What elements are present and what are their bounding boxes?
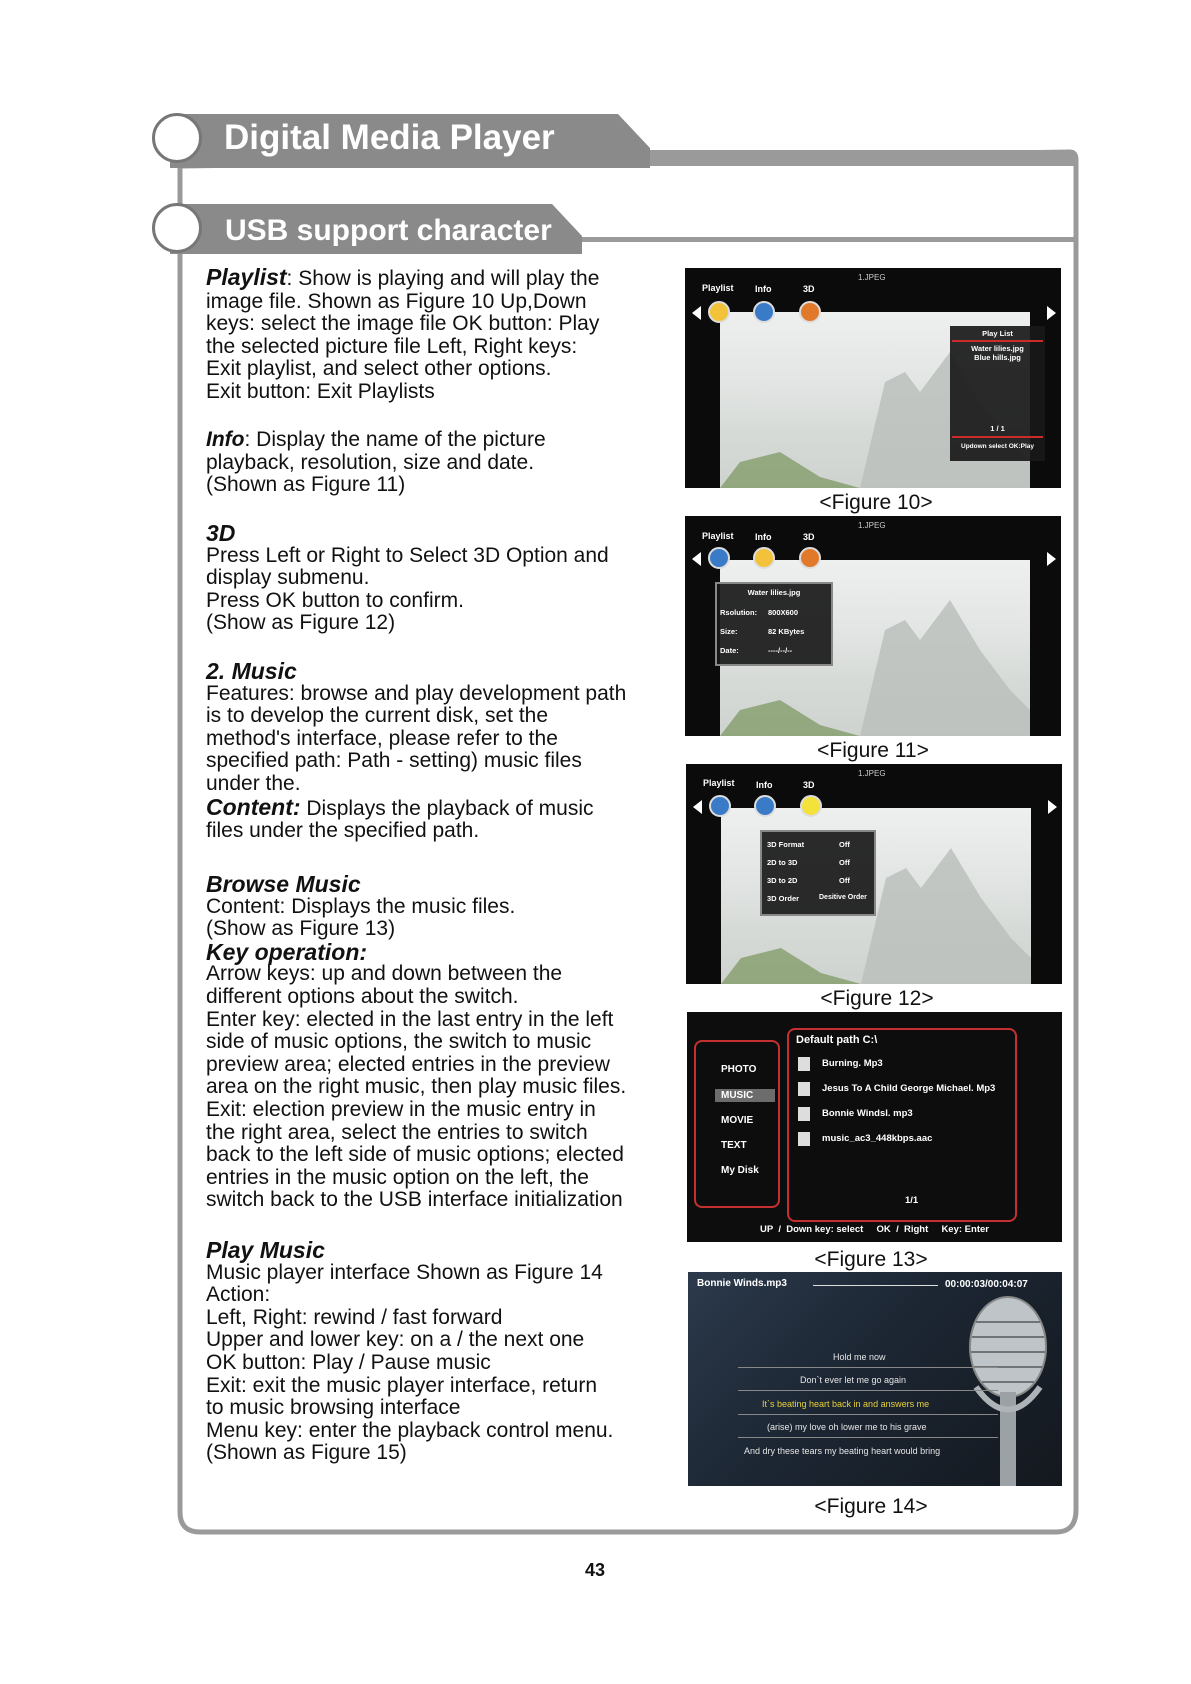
file-name: 1.JPEG xyxy=(858,521,886,530)
panel-title: Play List xyxy=(982,329,1013,338)
browse-section xyxy=(206,873,626,1212)
song-title: Bonnie Winds.mp3 xyxy=(697,1278,787,1289)
help-text: Updown select OK:Play xyxy=(961,443,1034,450)
info-row xyxy=(720,646,830,655)
text-line: Exit: election preview in the music entry in xyxy=(206,1097,596,1121)
info-section xyxy=(206,429,546,497)
info-panel xyxy=(715,582,833,666)
music-file-icon xyxy=(798,1107,810,1121)
info-value: ----/--/-- xyxy=(768,646,793,655)
file-name: 1.JPEG xyxy=(858,273,886,282)
lyric-line: And dry these tears my beating heart would bring xyxy=(744,1446,941,1456)
title-tab-circle xyxy=(152,113,202,163)
info-icon[interactable] xyxy=(753,547,775,569)
music-file-icon xyxy=(798,1082,810,1096)
3d-settings-panel xyxy=(760,830,876,916)
playlist-icon[interactable] xyxy=(709,795,731,817)
lyric-line: (arise) my love oh lower me to his grave xyxy=(767,1422,927,1432)
text-line: Press OK button to confirm. xyxy=(206,588,464,612)
lyric-line-current: It`s beating heart back in and answers me xyxy=(762,1399,930,1409)
playlist-section xyxy=(206,266,599,404)
setting-label: 3D Format xyxy=(767,840,805,849)
figure-11-caption: <Figure 11> xyxy=(817,739,929,762)
info-file-name: Water lilies.jpg xyxy=(747,588,801,597)
text-line: side of music options, the switch to music xyxy=(206,1030,592,1054)
setting-label: 2D to 3D xyxy=(767,858,798,867)
figure-10-screen xyxy=(685,268,1061,488)
play-heading: Play Music xyxy=(206,1237,325,1263)
playlist-icon[interactable] xyxy=(708,301,730,323)
menu-item-mydisk[interactable]: My Disk xyxy=(721,1165,759,1176)
browse-heading: Browse Music xyxy=(206,871,361,897)
text-line: Features: browse and play development path xyxy=(206,681,627,705)
text-line: to music browsing interface xyxy=(206,1396,461,1420)
text-line: the right area, select the entries to switch xyxy=(206,1120,588,1144)
divider xyxy=(738,1390,998,1391)
figure-13-caption: <Figure 13> xyxy=(814,1248,928,1271)
divider xyxy=(952,340,1043,342)
progress-bar[interactable] xyxy=(813,1285,938,1286)
figure-14-screen xyxy=(688,1272,1062,1486)
info-value: 800X600 xyxy=(768,608,799,617)
right-arrow-icon[interactable] xyxy=(1047,306,1056,320)
info-icon[interactable] xyxy=(753,301,775,323)
setting-value: Desitive Order xyxy=(819,894,867,901)
info-heading: Info xyxy=(206,428,245,451)
text-line: specified path: Path - setting) music files xyxy=(206,749,582,773)
music-section xyxy=(206,660,626,843)
figure-12-caption: <Figure 12> xyxy=(820,987,934,1010)
info-label: Rsolution: xyxy=(720,608,758,617)
text-line: entries in the music option on the left, the xyxy=(206,1165,589,1189)
tab-playlist[interactable]: Playlist xyxy=(702,283,734,293)
tab-playlist[interactable]: Playlist xyxy=(702,531,734,541)
menu-item-text[interactable]: TEXT xyxy=(721,1140,747,1151)
text-line: Press Left or Right to Select 3D Option and xyxy=(206,543,609,567)
setting-value: Off xyxy=(839,840,850,849)
3d-icon[interactable] xyxy=(799,301,821,323)
text-line: Exit playlist, and select other options. xyxy=(206,357,552,381)
menu-item-movie[interactable]: MOVIE xyxy=(721,1115,754,1126)
music-file-icon xyxy=(798,1132,810,1146)
text-line: Upper and lower key: on a / the next one xyxy=(206,1328,585,1352)
lyric-line: Hold me now xyxy=(833,1352,886,1362)
play-section xyxy=(206,1239,613,1465)
file-item[interactable]: Burning. Mp3 xyxy=(822,1058,883,1069)
tab-3d[interactable]: 3D xyxy=(803,780,815,790)
threed-section xyxy=(206,522,609,635)
content-first-line: Displays the playback of music xyxy=(300,796,594,820)
text-line: (Shown as Figure 15) xyxy=(206,1441,407,1465)
text-line: display submenu. xyxy=(206,566,370,590)
setting-row[interactable] xyxy=(767,840,872,849)
section-title: Digital Media Player xyxy=(224,118,555,157)
text-line: Exit: exit the music player interface, return xyxy=(206,1373,597,1397)
info-icon[interactable] xyxy=(754,795,776,817)
text-line: Arrow keys: up and down between the xyxy=(206,962,563,986)
text-line: preview area; elected entries in the preview xyxy=(206,1052,610,1076)
playlist-item[interactable]: Blue hills.jpg xyxy=(974,353,1021,362)
file-item[interactable]: music_ac3_448kbps.aac xyxy=(822,1133,933,1144)
play-list-panel xyxy=(950,326,1045,461)
info-row xyxy=(720,627,830,636)
text-line: (Show as Figure 12) xyxy=(206,611,396,635)
left-arrow-icon[interactable] xyxy=(693,800,702,814)
setting-value: Off xyxy=(839,858,850,867)
setting-row[interactable] xyxy=(767,894,877,903)
3d-icon[interactable] xyxy=(799,547,821,569)
text-line: back to the left side of music options; elected xyxy=(206,1143,624,1167)
playlist-heading: Playlist xyxy=(206,264,287,290)
tab-info[interactable]: Info xyxy=(756,780,773,790)
menu-item-photo[interactable]: PHOTO xyxy=(721,1064,757,1075)
page-indicator: 1/1 xyxy=(905,1195,919,1206)
text-line: (Shown as Figure 11) xyxy=(206,473,406,497)
subtitle-tab-circle xyxy=(152,203,202,253)
info-value: 82 KBytes xyxy=(768,627,805,636)
setting-value: Off xyxy=(839,876,850,885)
3d-icon[interactable] xyxy=(800,795,822,817)
playlist-item[interactable]: Water lilies.jpg xyxy=(971,344,1024,353)
text-line: Menu key: enter the playback control menu. xyxy=(206,1418,614,1442)
music-heading: 2. Music xyxy=(206,658,297,684)
figure-13-screen xyxy=(687,1012,1062,1242)
music-file-icon xyxy=(798,1057,810,1071)
text-line: Music player interface Shown as Figure 14 xyxy=(206,1260,603,1284)
info-label: Size: xyxy=(720,627,738,636)
left-arrow-icon[interactable] xyxy=(692,552,701,566)
setting-row[interactable] xyxy=(767,876,872,885)
text-line: image file. Shown as Figure 10 Up,Down xyxy=(206,289,587,313)
text-line: playback, resolution, size and date. xyxy=(206,450,535,474)
text-line: switch back to the USB interface initialization xyxy=(206,1188,623,1212)
figure-12-screen xyxy=(686,764,1062,984)
divider xyxy=(738,1414,998,1415)
microphone-image xyxy=(928,1292,1058,1486)
setting-label: 3D Order xyxy=(767,894,800,903)
tab-3d[interactable]: 3D xyxy=(803,284,815,294)
threed-heading: 3D xyxy=(206,520,236,546)
default-path: Default path C:\ xyxy=(796,1034,878,1046)
figure-14-caption: <Figure 14> xyxy=(814,1495,928,1518)
text-line: (Show as Figure 13) xyxy=(206,917,396,941)
text-line: keys: select the image file OK button: Play xyxy=(206,312,600,336)
tab-playlist[interactable]: Playlist xyxy=(703,778,735,788)
right-arrow-icon[interactable] xyxy=(1048,800,1057,814)
divider xyxy=(952,436,1043,438)
info-label: Date: xyxy=(720,646,739,655)
lyric-line: Don`t ever let me go again xyxy=(800,1375,907,1385)
text-line: Exit button: Exit Playlists xyxy=(206,379,435,403)
subsection-title: USB support character xyxy=(225,214,552,247)
figure-11-screen xyxy=(685,516,1061,736)
text-line: OK button: Play / Pause music xyxy=(206,1350,491,1374)
text-line: Enter key: elected in the last entry in the left xyxy=(206,1007,614,1031)
tab-3d[interactable]: 3D xyxy=(803,532,815,542)
keyop-heading: Key operation: xyxy=(206,938,368,965)
time-display: 00:00:03/00:04:07 xyxy=(945,1279,1028,1290)
tab-info[interactable]: Info xyxy=(755,532,772,542)
file-item[interactable]: Jesus To A Child George Michael. Mp3 xyxy=(822,1083,996,1094)
divider xyxy=(738,1367,998,1368)
file-name: 1.JPEG xyxy=(858,769,886,778)
file-item[interactable]: Bonnie Windsl. mp3 xyxy=(822,1108,913,1119)
playlist-first-line: : Show is playing and will play the xyxy=(286,267,600,290)
page-indicator: 1 / 1 xyxy=(990,424,1005,433)
left-arrow-icon[interactable] xyxy=(692,306,701,320)
info-row xyxy=(720,608,830,617)
right-arrow-icon[interactable] xyxy=(1047,552,1056,566)
text-line: Content: Displays the music files. xyxy=(206,894,516,918)
playlist-icon[interactable] xyxy=(708,547,730,569)
text-line: under the. xyxy=(206,771,301,795)
text-line: method's interface, please refer to the xyxy=(206,726,558,750)
tab-info[interactable]: Info xyxy=(755,284,772,294)
content-heading: Content: xyxy=(206,793,301,820)
help-text: UP / Down key: select OK / Right Key: Enter xyxy=(760,1224,989,1235)
setting-label: 3D to 2D xyxy=(767,876,798,885)
menu-item-music[interactable]: MUSIC xyxy=(721,1090,754,1101)
text-line: Action: xyxy=(206,1283,271,1307)
text-line: the selected picture file Left, Right keys: xyxy=(206,334,578,358)
text-line: is to develop the current disk, set the xyxy=(206,704,549,728)
figure-10-caption: <Figure 10> xyxy=(819,491,933,514)
text-line: area on the right music, then play music files. xyxy=(206,1075,627,1099)
setting-row[interactable] xyxy=(767,858,872,867)
info-first-line: : Display the name of the picture xyxy=(244,428,546,451)
page-number: 43 xyxy=(584,1560,606,1580)
text-line: Left, Right: rewind / fast forward xyxy=(206,1305,503,1329)
text-line: different options about the switch. xyxy=(206,984,519,1008)
divider xyxy=(738,1437,998,1438)
text-line: files under the specified path. xyxy=(206,819,480,843)
